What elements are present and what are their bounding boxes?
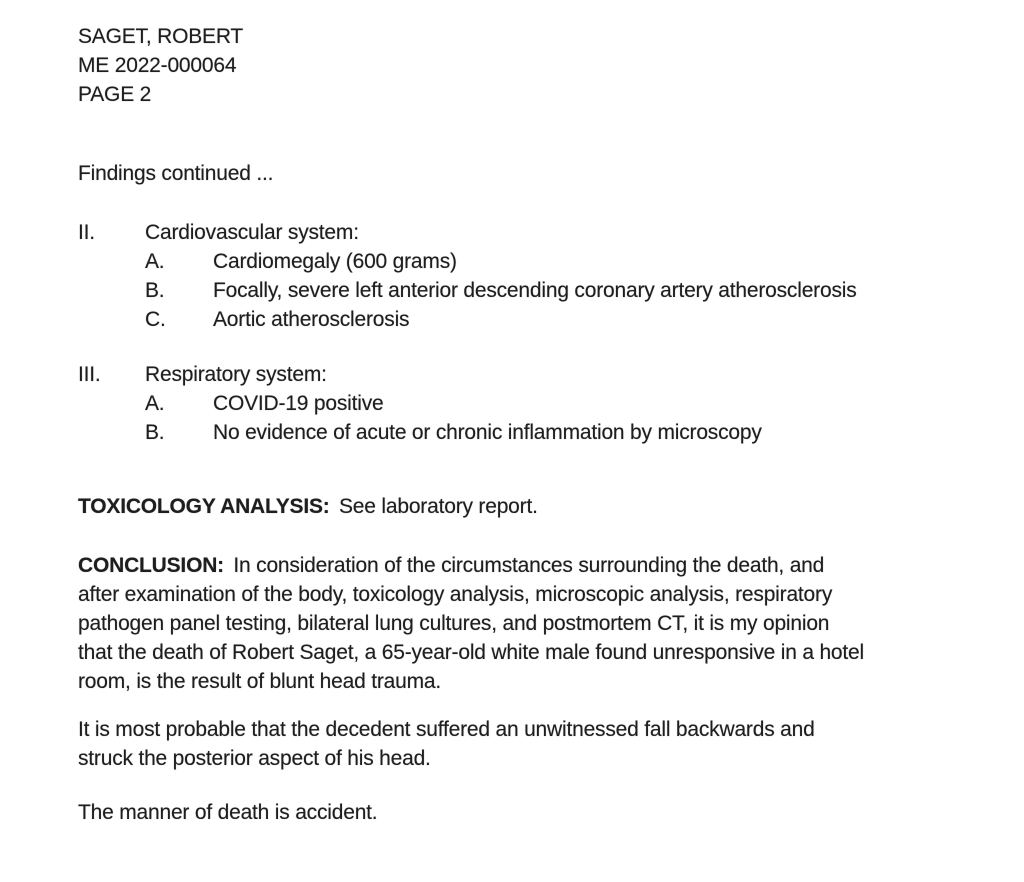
page-number: PAGE 2 [78, 83, 152, 106]
conclusion-line: pathogen panel testing, bilateral lung cultures, and postmortem CT, it is my opinion [78, 612, 830, 635]
conclusion-paragraph [78, 551, 984, 696]
section-heading [78, 360, 984, 389]
section-numeral: II. [78, 221, 95, 244]
finding-item [145, 418, 984, 447]
conclusion-label: CONCLUSION: [78, 554, 224, 577]
conclusion-line: after examination of the body, toxicology analysis, microscopic analysis, respiratory [78, 583, 833, 606]
conclusion-line: room, is the result of blunt head trauma. [78, 670, 441, 693]
toxicology-label: TOXICOLOGY ANALYSIS: [78, 495, 330, 518]
conclusion-text: In consideration of the circumstances surrounding the death, and [233, 554, 825, 577]
item-letter: B. [145, 421, 165, 444]
item-letter: A. [145, 250, 165, 273]
section-heading [78, 218, 984, 247]
document-header [78, 22, 984, 109]
section-numeral: III. [78, 363, 101, 386]
probable-cause-line: struck the posterior aspect of his head. [78, 747, 431, 770]
toxicology-analysis-line [78, 492, 984, 521]
item-text: No evidence of acute or chronic inflammation by microscopy [213, 421, 762, 444]
item-letter: B. [145, 279, 165, 302]
conclusion-line: that the death of Robert Saget, a 65-year-old white male found unresponsive in a hotel [78, 641, 864, 664]
conclusion-line [78, 551, 984, 580]
probable-cause-line: It is most probable that the decedent suffered an unwitnessed fall backwards and [78, 718, 815, 741]
section-title: Respiratory system: [145, 363, 327, 386]
item-text: COVID-19 positive [213, 392, 384, 415]
finding-item [145, 305, 984, 334]
probable-cause-paragraph [78, 715, 984, 773]
finding-item [145, 389, 984, 418]
manner-of-death-line: The manner of death is accident. [78, 801, 378, 824]
findings-continued-label: Findings continued ... [78, 162, 274, 185]
decedent-name: SAGET, ROBERT [78, 25, 244, 48]
toxicology-text: See laboratory report. [339, 495, 538, 518]
case-number: ME 2022-000064 [78, 54, 237, 77]
section-cardiovascular [78, 218, 984, 334]
item-letter: A. [145, 392, 165, 415]
item-text: Focally, severe left anterior descending coronary artery atherosclerosis [213, 279, 857, 302]
finding-item [145, 276, 984, 305]
section-title: Cardiovascular system: [145, 221, 359, 244]
section-respiratory [78, 360, 984, 447]
item-text: Cardiomegaly (600 grams) [213, 250, 457, 273]
finding-item [145, 247, 984, 276]
item-text: Aortic atherosclerosis [213, 308, 410, 331]
item-letter: C. [145, 308, 166, 331]
